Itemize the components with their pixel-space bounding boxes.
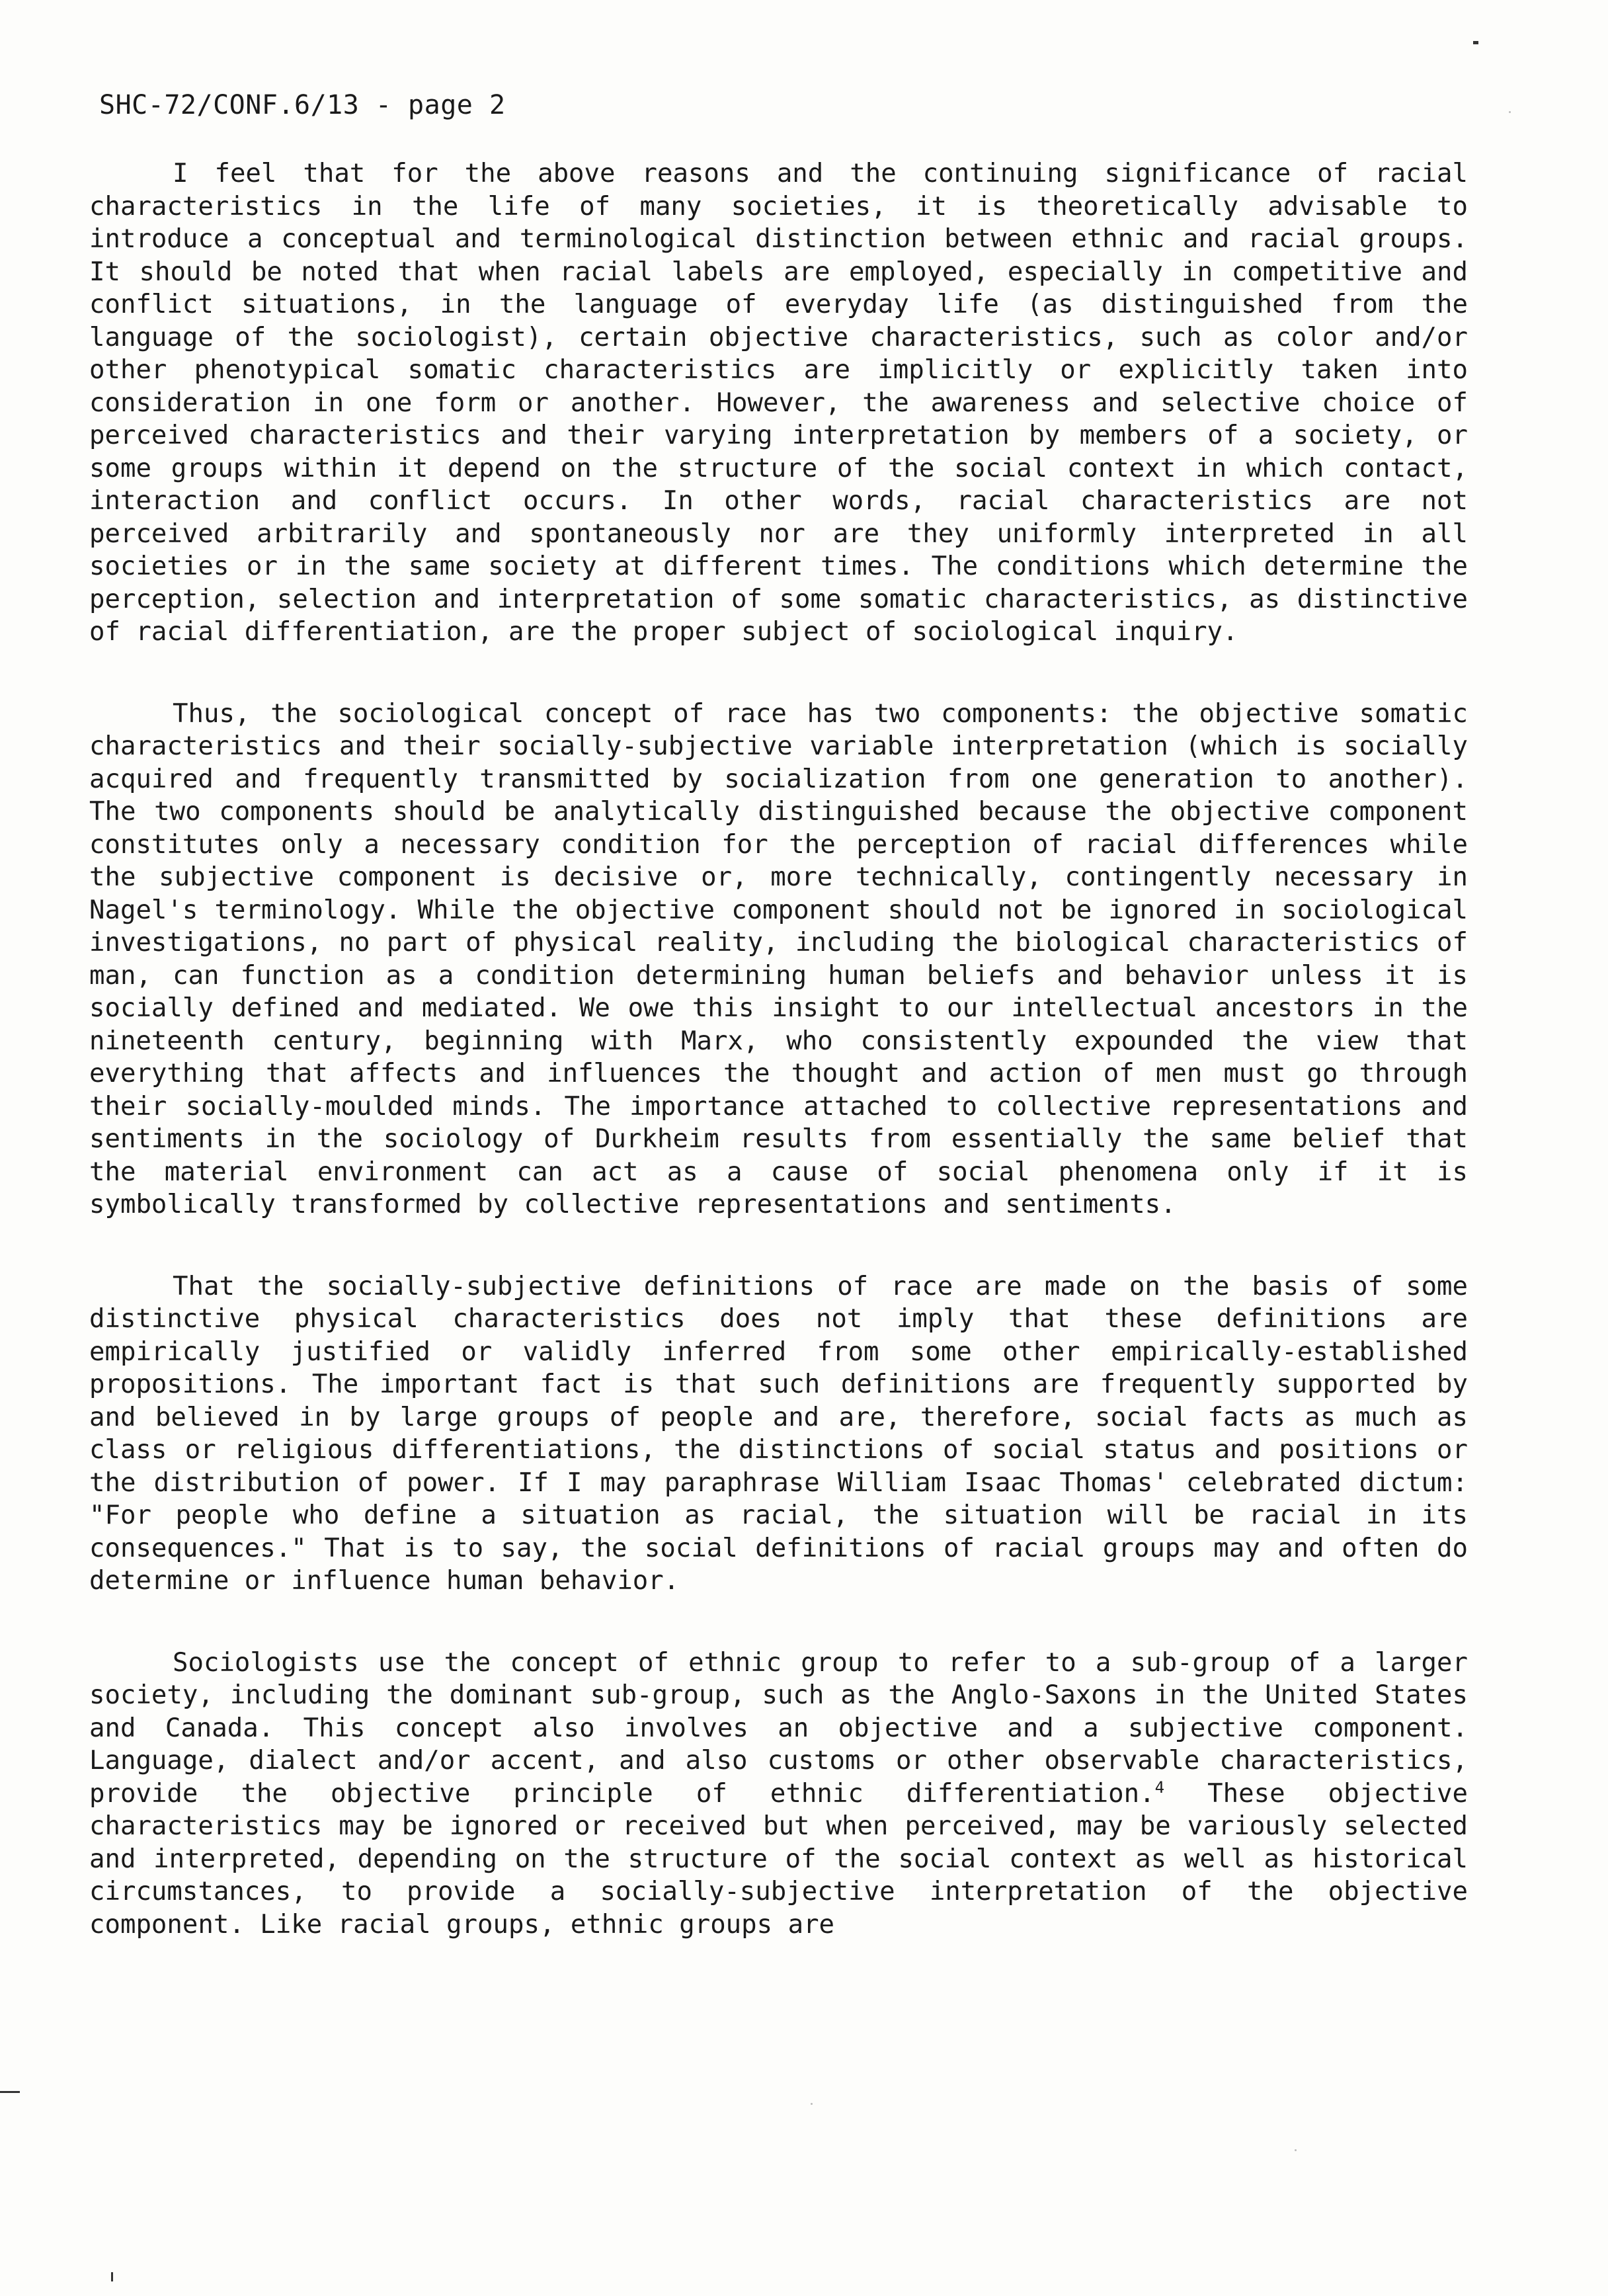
paragraph-1: I feel that for the above reasons and the continuing significance of racial characteristics in the life of many societies, it is theoretically advisable to introduce a conceptual and terminological distinction between ethnic and racial groups. It should be noted that when racial labels are employed, especially in competitive and conflict situations, in the language of everyday life (as distinguished from the language of the sociologist), certain objective characteristics, such as color and/or other phenotypical somatic characteristics are implicitly or explicitly taken into consideration in one form or another. However, the awareness and selective choice of perceived characteristics and their varying interpretation by members of a society, or some groups within it depend on the structure of the social context in which contact, interaction and conflict occurs. In other words, racial characteristics are not perceived arbitrarily and spontaneously nor are they uniformly interpreted in all societies or in the same society at different times. The conditions which determine the perception, selection and interpretation of some somatic characteristics, as distinctive of racial differentiation, are the proper subject of sociological inquiry. bbox=[89, 159, 1468, 647]
scan-speck bbox=[1509, 111, 1511, 113]
scan-mark bbox=[1473, 41, 1478, 44]
scan-speck bbox=[1295, 2149, 1297, 2151]
scan-mark bbox=[111, 2272, 113, 2281]
scan-speck bbox=[811, 2103, 813, 2105]
body-text bbox=[89, 157, 1468, 1941]
paragraph-3: That the socially-subjective definitions of race are made on the basis of some distinctive physical characteristics does not imply that these definitions are empirically justified or validly inferred from some other empirically-established propositions. The important fact is that such definitions are frequently supported by and believed in by large groups of people and are, therefore, social facts as much as class or religious differentiations, the distinctions of social status and positions or the distribution of power. If I may paraphrase William Isaac Thomas' celebrated dictum: "For people who define a situation as racial, the situation will be racial in its consequences." That is to say, the social definitions of racial groups may and often do determine or influence human behavior. bbox=[89, 1271, 1468, 1596]
scan-mark bbox=[0, 2091, 20, 2093]
paragraph-4 bbox=[89, 1647, 1468, 1942]
paragraph-4-text: Sociologists use the concept of ethnic group to refer to a sub-group of a larger society, including the dominant sub-group, such as the Anglo-Saxons in the United States and Canada. This concept also involves an objective and a subjective component. Language, dialect and/or accent, and also customs or other observable characteristics, provide the objective principle of ethnic differentiation. bbox=[89, 1647, 1468, 1809]
paragraph-4-continuation: These objective characteristics may be ignored or received but when perceived, may be variously selected and interpreted, depending on the structure of the social context as well as historical circumstances, to provide a socially-subjective interpretation of the objective component. Like racial groups, ethnic groups are bbox=[89, 1778, 1468, 1940]
footnote-marker: 4 bbox=[1154, 1778, 1165, 1797]
paragraph-2: Thus, the sociological concept of race has two components: the objective somatic characteristics and their socially-subjective variable interpretation (which is socially acquired and frequently transmitted by socialization from one generation to another). The two components should be analytically distinguished because the objective component constitutes only a necessary condition for the perception of racial differences while the subjective component is decisive or, more technically, contingently necessary in Nagel's terminology. While the objective component should not be ignored in sociological investigations, no part of physical reality, including the biological characteristics of man, can function as a condition determining human beliefs and behavior unless it is socially defined and mediated. We owe this insight to our intellectual ancestors in the nineteenth century, beginning with Marx, who consistently expounded the view that everything that affects and influences the thought and action of men must go through their socially-moulded minds. The importance attached to collective representations and sentiments in the sociology of Durkheim results from essentially the same belief that the material environment can act as a cause of social phenomena only if it is symbolically transformed by collective representations and sentiments. bbox=[89, 698, 1468, 1219]
page-header: SHC-72/CONF.6/13 - page 2 bbox=[99, 90, 506, 120]
